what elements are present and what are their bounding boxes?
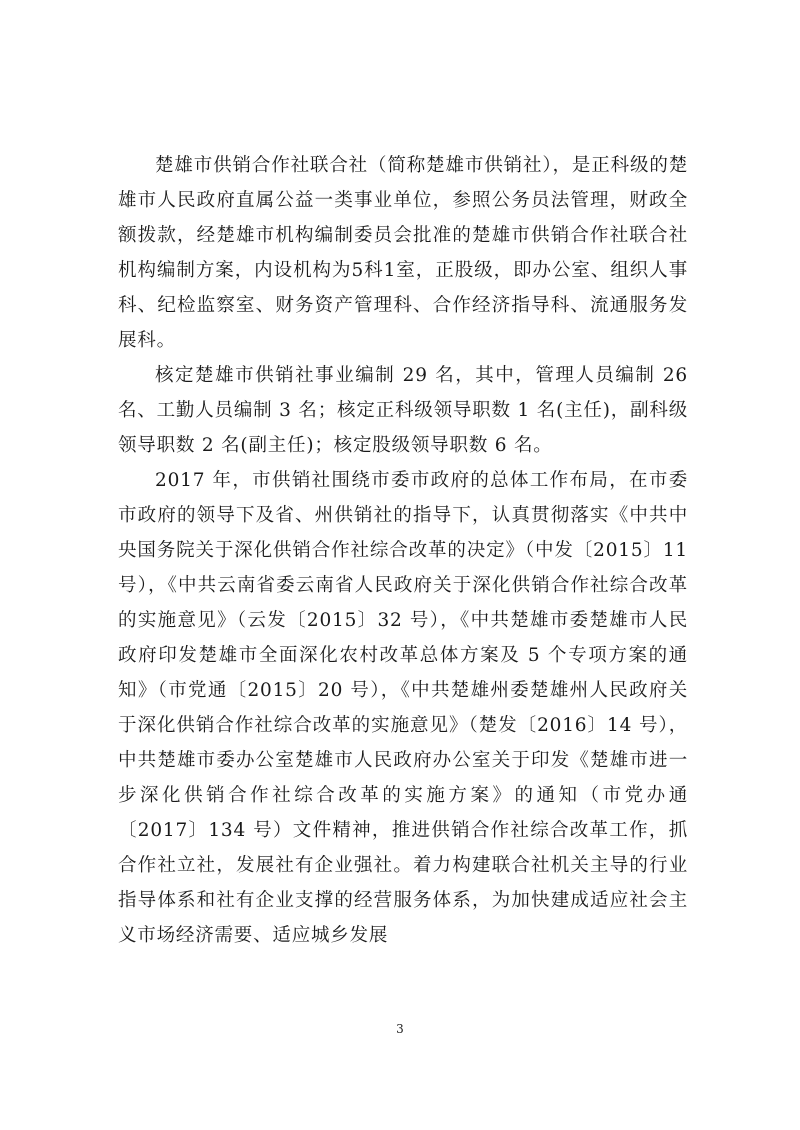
body-text bbox=[118, 148, 688, 953]
page-number: 3 bbox=[396, 1022, 404, 1036]
paragraph-work-2017: 2017 年，市供销社围绕市委市政府的总体工作布局，在市委市政府的领导下及省、州供销社的指导下，认真贯彻落实《中共中央国务院关于深化供销合作社综合改革的决定》（中发〔2015〕11 号），《中共云南省委云南省人民政府关于深化供销合作社综合改革的实施意见》（云发〔2015〕32 号），《中共楚雄市委楚雄市人民政府印发楚雄市全面深化农村改革总体方案及 5 个专项方案的通知》（市党通〔2015〕20 号），《中共楚雄州委楚雄州人民政府关于深化供销合作社综合改革的实施意见》（楚发〔2016〕14 号），中共楚雄市委办公室楚雄市人民政府办公室关于印发《楚雄市进一步深化供销合作社综合改革的实施方案》的通知（市党办通〔2017〕134 号）文件精神，推进供销合作社综合改革工作，抓合作社立社，发展社有企业强社。着力构建联合社机关主导的行业指导体系和社有企业支撑的经营服务体系，为加快建成适应社会主义市场经济需要、适应城乡发展 bbox=[118, 470, 688, 946]
paragraph-staffing: 核定楚雄市供销社事业编制 29 名，其中，管理人员编制 26 名、工勤人员编制 3 名；核定正科级领导职数 1 名(主任)，副科级领导职数 2 名(副主任)；核定股级领导职数 6 名。 bbox=[118, 365, 688, 456]
paragraph-organization: 楚雄市供销合作社联合社（简称楚雄市供销社），是正科级的楚雄市人民政府直属公益一类事业单位，参照公务员法管理，财政全额拨款，经楚雄市机构编制委员会批准的楚雄市供销合作社联合社机构编制方案，内设机构为5科1室，正股级，即办公室、组织人事科、纪检监察室、财务资产管理科、合作经济指导科、流通服务发展科。 bbox=[118, 155, 688, 351]
